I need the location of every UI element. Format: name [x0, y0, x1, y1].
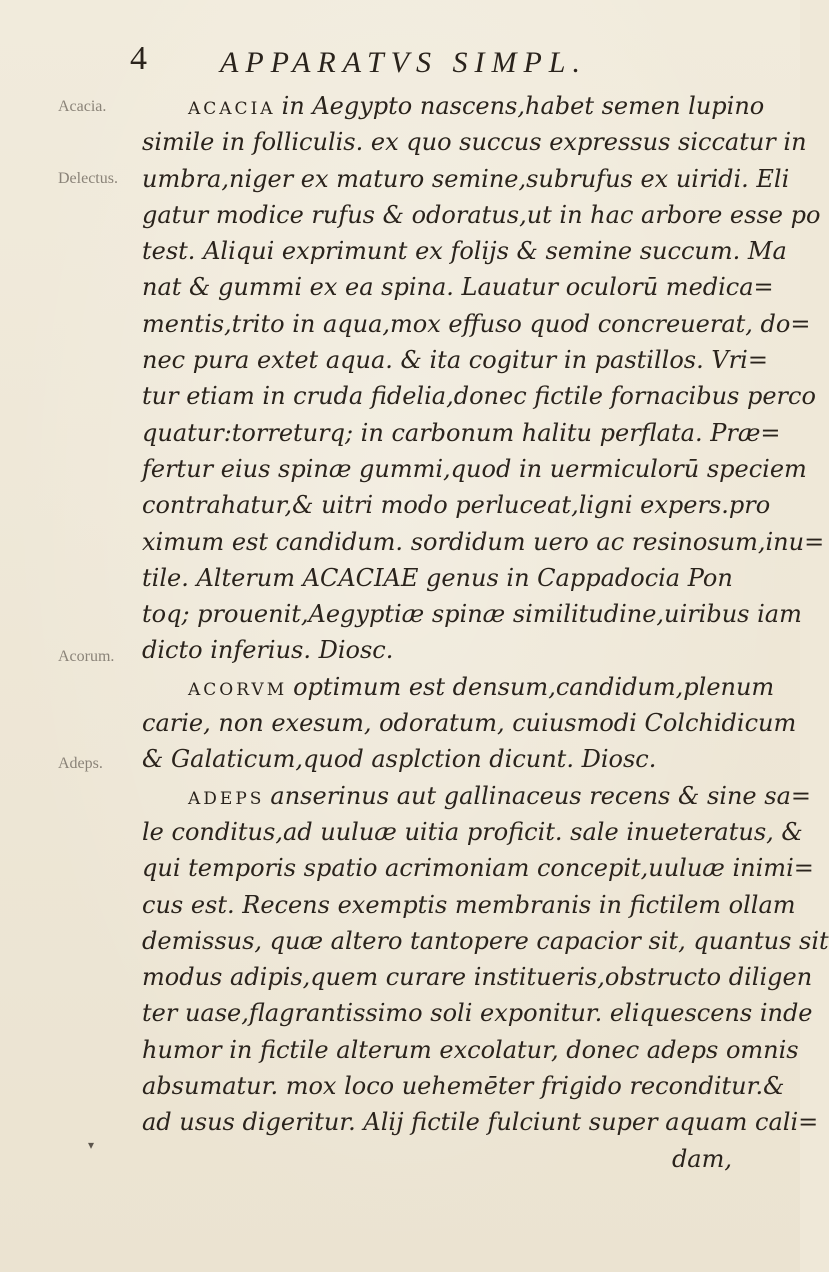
line-text: ximum est candidum. sordidum uero ac resinosum,inu= [142, 527, 825, 556]
line-text: tur etiam in cruda fidelia,donec fictile fornacibus perco [142, 382, 816, 411]
text-line [142, 197, 821, 233]
line-text: in Aegypto nascens,habet semen lupino [281, 92, 765, 120]
text-line [142, 959, 813, 995]
text-line [142, 596, 802, 632]
text-line [142, 306, 811, 342]
line-text: quatur:torreturq; in carbonum halitu perflata. Præ= [142, 418, 781, 447]
line-text: tile. Alterum ACACIAE genus in Cappadocia Pon [142, 563, 733, 592]
line-text: demissus, quæ altero tantopere capacior sit, quantus sit [142, 926, 829, 955]
line-text: & Galaticum,quod asplction dicunt. Diosc. [142, 745, 657, 774]
text-line [142, 378, 816, 414]
margin-note-acacia: Acacia. [58, 98, 107, 115]
line-text: humor in fictile alterum excolatur, donec adeps omnis [142, 1035, 799, 1064]
page-number: 4 [130, 40, 147, 77]
entry-heading: ADEPS [188, 788, 265, 809]
text-line [142, 923, 829, 959]
text-line [142, 1141, 742, 1177]
line-text: simile in folliculis. ex quo succus expressus siccatur in [142, 128, 807, 157]
line-text: absumatur. mox loco uehemēter frigido reconditur.& [142, 1072, 785, 1101]
line-text: optimum est densum,candidum,plenum [293, 672, 775, 701]
text-line [142, 342, 768, 378]
line-text: modus adipis,quem curare institueris,obstructo diligen [142, 963, 813, 992]
line-text: qui temporis spatio acrimoniam concepit,uuluæ inimi= [142, 854, 814, 883]
text-line [142, 887, 796, 923]
line-text: dam, [671, 1144, 732, 1173]
text-line [142, 632, 742, 668]
line-text: toq; prouenit,Aegyptiæ spinæ similitudine,uiribus iam [142, 600, 802, 629]
text-line [142, 705, 797, 741]
running-title: APPARATVS SIMPL. [220, 46, 587, 79]
line-text: le conditus,ad uuluæ uitia proficit. sale inueteratus, & [142, 817, 803, 846]
line-text: umbra,niger ex maturo semine,subrufus ex uiridi. Eli [142, 164, 790, 193]
text-line [142, 124, 807, 160]
printer-mark: ▾ [88, 1138, 95, 1152]
line-text: contrahatur,& uitri modo perluceat,ligni expers.pro [142, 491, 771, 520]
text-line [142, 1032, 799, 1068]
text-line [142, 161, 790, 197]
text-line [142, 814, 803, 850]
text-line [142, 415, 781, 451]
text-line [142, 88, 765, 124]
margin-note-delectus: Delectus. [58, 170, 118, 187]
line-text: anserinus aut gallinaceus recens & sine sa= [270, 781, 811, 810]
text-line [142, 778, 811, 814]
line-text: carie, non exesum, odoratum, cuiusmodi Colchidicum [142, 709, 797, 738]
main-text [142, 88, 829, 1177]
text-line [142, 1068, 785, 1104]
entry-heading: ACACIA [188, 99, 276, 119]
text-line [142, 560, 742, 596]
text-line [142, 233, 787, 269]
text-line [142, 451, 807, 487]
line-text: nec pura extet aqua. & ita cogitur in pastillos. Vri= [142, 346, 768, 375]
line-text: nat & gummi ex ea spina. Lauatur oculorū medica= [142, 273, 774, 302]
text-line [142, 269, 774, 305]
page-header [130, 40, 690, 84]
line-text: fertur eius spinæ gummi,quod in uermiculorū speciem [142, 454, 807, 483]
text-line [142, 741, 742, 777]
text-line [142, 850, 814, 886]
line-text: ad usus digeritur. Alij fictile fulciunt super aquam cali= [142, 1108, 819, 1137]
text-line [142, 524, 825, 560]
margin-note-acorum: Acorum. [58, 648, 115, 665]
text-line [142, 995, 813, 1031]
line-text: ter uase,flagrantissimo soli exponitur. eliquescens inde [142, 999, 813, 1028]
text-line [142, 669, 775, 705]
line-text: test. Aliqui exprimunt ex folijs & semine succum. Ma [142, 237, 787, 266]
text-line [142, 487, 771, 523]
line-text: mentis,trito in aqua,mox effuso quod concreuerat, do= [142, 309, 811, 338]
line-text: cus est. Recens exemptis membranis in fictilem ollam [142, 890, 796, 919]
line-text: gatur modice rufus & odoratus,ut in hac arbore esse po [142, 200, 821, 229]
margin-note-adeps: Adeps. [58, 755, 103, 772]
line-text: dicto inferius. Diosc. [142, 636, 394, 665]
entry-heading: ACORVM [188, 679, 288, 700]
text-line [142, 1104, 819, 1140]
